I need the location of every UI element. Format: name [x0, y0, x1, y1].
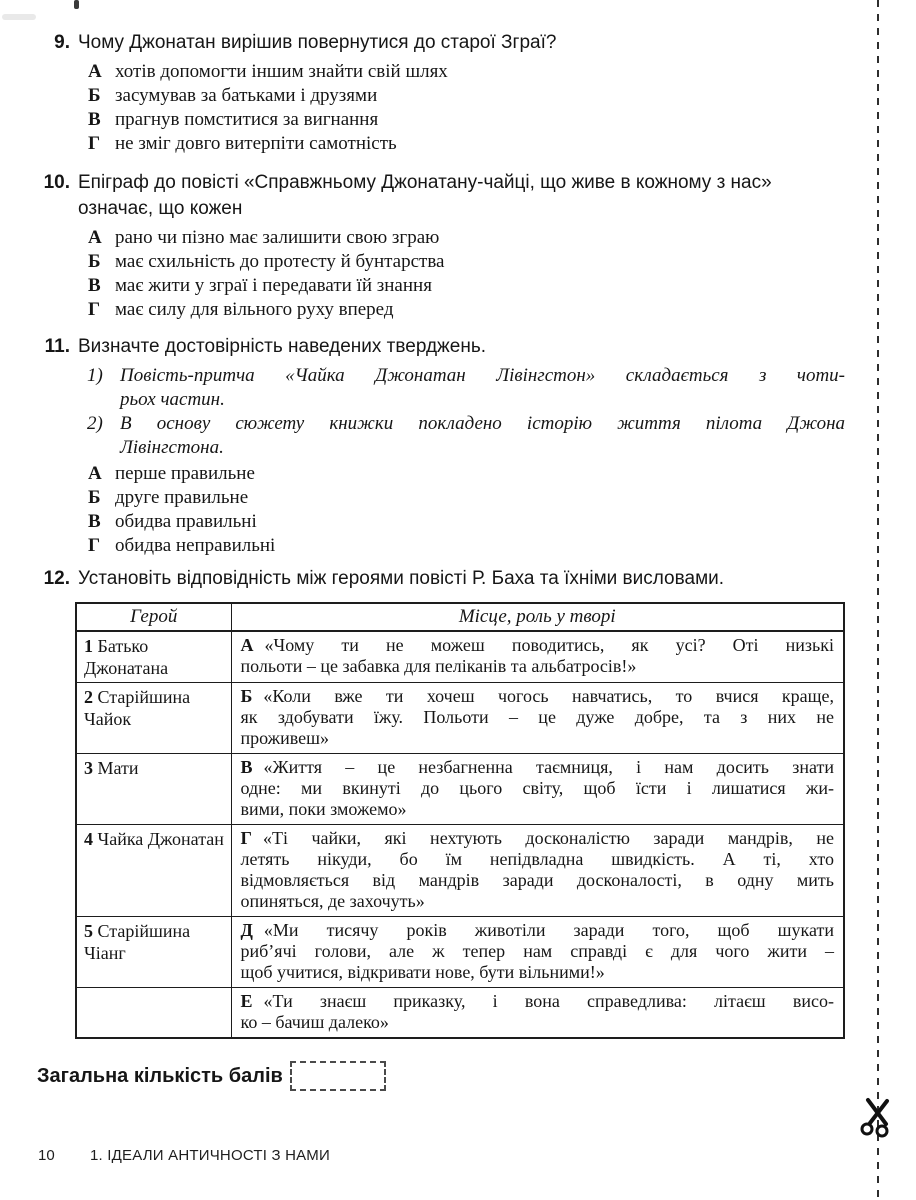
- quote-cell: [231, 917, 844, 988]
- quote-lines: Д «Ми тисячу років животіли заради того, щоб шукати риб’ячі голови, але ж тепер нам справді є для чого жити – щоб учитися, відкривати нове, бути вільними!»: [240, 920, 834, 982]
- table-row: [76, 683, 844, 754]
- question-stem: Чому Джонатан вирішив повернутися до старої Зграї?: [78, 32, 557, 53]
- option-text: засумував за батьками і друзями: [115, 85, 378, 106]
- option-text: має силу для вільного руху вперед: [115, 299, 394, 320]
- option-letter: А: [88, 61, 102, 82]
- question-body: [70, 334, 845, 558]
- statement-2: [87, 412, 845, 460]
- question-stem: Епіграф до повісті «Справжньому Джонатану-чайці, що живе в кожному з нас» означає, що кожен: [78, 172, 772, 219]
- quote-cell: [231, 631, 844, 683]
- question-number: 9.: [54, 32, 70, 53]
- hero-cell: 1 Батько Джонатана: [76, 631, 231, 683]
- answer-option: [88, 534, 845, 558]
- score-entry-box: [290, 1061, 386, 1091]
- quote-letter: А: [240, 635, 254, 655]
- quote-cell: [231, 825, 844, 917]
- statements-list: [87, 364, 845, 460]
- statement-text: В основу сюжету книжки покладено історію життя пілота Джона Лівінгстона.: [120, 413, 845, 458]
- answer-option: [88, 274, 845, 298]
- quote-lines: Г «Ті чайки, які нехтують досконалістю заради мандрів, не летять нікуди, бо їм непідвладна швидкість. А ті, хто відмовляється від мандрів заради досконалості, в одну мить опиняться, де захочуть»: [240, 828, 834, 911]
- answer-option: [88, 250, 845, 274]
- quote-letter: В: [240, 757, 253, 777]
- option-text: має схильність до протесту й бунтарства: [115, 251, 445, 272]
- answer-option: [88, 84, 845, 108]
- option-letter: Г: [88, 133, 101, 154]
- matching-table: [75, 602, 845, 1039]
- option-text: перше правильне: [115, 463, 255, 484]
- question-body: [70, 30, 845, 156]
- statement-number: 2): [87, 413, 103, 434]
- answer-option: [88, 132, 845, 156]
- quote-lines: А «Чому ти не можеш поводитись, як усі? Оті низькі польоти – це забавка для пеліканів та альбатросів!»: [240, 635, 834, 676]
- chapter-title: 1. ІДЕАЛИ АНТИЧНОСТІ З НАМИ: [90, 1147, 330, 1164]
- table-header-row: [76, 603, 844, 631]
- question-number: 11.: [44, 336, 70, 357]
- option-letter: В: [88, 275, 101, 296]
- score-label: Загальна кількість балів: [37, 1064, 283, 1087]
- page-footer: [38, 1147, 845, 1164]
- scissors-icon: [859, 1097, 897, 1141]
- answer-option: [88, 486, 845, 510]
- question-stem: Установіть відповідність між героями повісті Р. Баха та їхніми висловами.: [78, 568, 725, 589]
- test-page: [33, 30, 845, 1164]
- option-letter: Б: [88, 487, 101, 508]
- option-letter: В: [88, 511, 101, 532]
- quote-lines: В «Життя – це незбагненна таємниця, і нам досить знати одне: ми вкинуті до цього світу, щоб їсти і лишатися жи- вими, поки зможемо»: [240, 757, 834, 819]
- option-text: обидва правильні: [115, 511, 257, 532]
- option-letter: А: [88, 227, 102, 248]
- option-letter: Б: [88, 251, 101, 272]
- table-row: [76, 754, 844, 825]
- table-row: [76, 988, 844, 1039]
- option-text: прагнув помститися за вигнання: [115, 109, 379, 130]
- answer-option: [88, 226, 845, 250]
- hero-cell: 5 Старійшина Чіанг: [76, 917, 231, 988]
- quote-letter: Г: [240, 828, 252, 848]
- answer-option: [88, 510, 845, 534]
- option-text: не зміг довго витерпіти самотність: [115, 133, 397, 154]
- option-letter: Г: [88, 535, 101, 556]
- answer-option: [88, 462, 845, 486]
- question-number: 12.: [43, 568, 70, 589]
- statement-number: 1): [87, 365, 103, 386]
- question-body: [70, 566, 845, 596]
- option-letter: Б: [88, 85, 101, 106]
- header-quote: Місце, роль у творі: [231, 603, 844, 631]
- header-hero: Герой: [76, 603, 231, 631]
- quote-lines: Б «Коли вже ти хочеш чогось навчатись, то вчися краще, як здобувати їжу. Польоти – це дуже добре, та з них не проживеш»: [240, 686, 834, 748]
- options-list: [88, 60, 845, 156]
- score-row: [37, 1061, 845, 1091]
- scan-smudge: [2, 14, 36, 20]
- question-9: [33, 30, 845, 156]
- hero-cell: 2 Старійшина Чайок: [76, 683, 231, 754]
- question-10: [33, 170, 845, 322]
- hero-cell: 3 Мати: [76, 754, 231, 825]
- table-row: [76, 917, 844, 988]
- option-text: хотів допомогти іншим знайти свій шлях: [115, 61, 448, 82]
- table-row: [76, 825, 844, 917]
- scan-artifact-mark: [74, 0, 79, 9]
- table-row: [76, 631, 844, 683]
- option-text: обидва неправильні: [115, 535, 276, 556]
- option-letter: Г: [88, 299, 101, 320]
- quote-cell: [231, 754, 844, 825]
- page-number: 10: [38, 1147, 55, 1164]
- quote-cell: [231, 683, 844, 754]
- question-body: [70, 170, 845, 322]
- statement-1: [87, 364, 845, 412]
- quote-letter: Б: [240, 686, 253, 706]
- question-stem: Визначте достовірність наведених тверджень.: [78, 336, 486, 357]
- answer-option: [88, 108, 845, 132]
- options-list: [88, 226, 845, 322]
- option-letter: А: [88, 463, 102, 484]
- answer-option: [88, 298, 845, 322]
- option-letter: В: [88, 109, 101, 130]
- options-list: [88, 462, 845, 558]
- hero-cell-empty: [76, 988, 231, 1039]
- quote-cell: [231, 988, 844, 1039]
- question-number: 10.: [43, 172, 70, 193]
- answer-option: [88, 60, 845, 84]
- hero-cell: 4 Чайка Джонатан: [76, 825, 231, 917]
- statement-text: Повість-притча «Чайка Джонатан Лівінгстон» складається з чоти- рьох частин.: [120, 365, 845, 410]
- cut-dashed-line: [877, 0, 879, 1200]
- option-text: друге правильне: [115, 487, 249, 508]
- option-text: має жити у зграї і передавати їй знання: [115, 275, 432, 296]
- option-text: рано чи пізно має залишити свою зграю: [115, 227, 440, 248]
- quote-letter: Д: [240, 920, 253, 940]
- question-11: [33, 334, 845, 558]
- quote-letter: Е: [240, 991, 253, 1011]
- question-12: [33, 566, 845, 596]
- quote-lines: Е «Ти знаєш приказку, і вона справедлива: літаєш висо- ко – бачиш далеко»: [240, 991, 834, 1032]
